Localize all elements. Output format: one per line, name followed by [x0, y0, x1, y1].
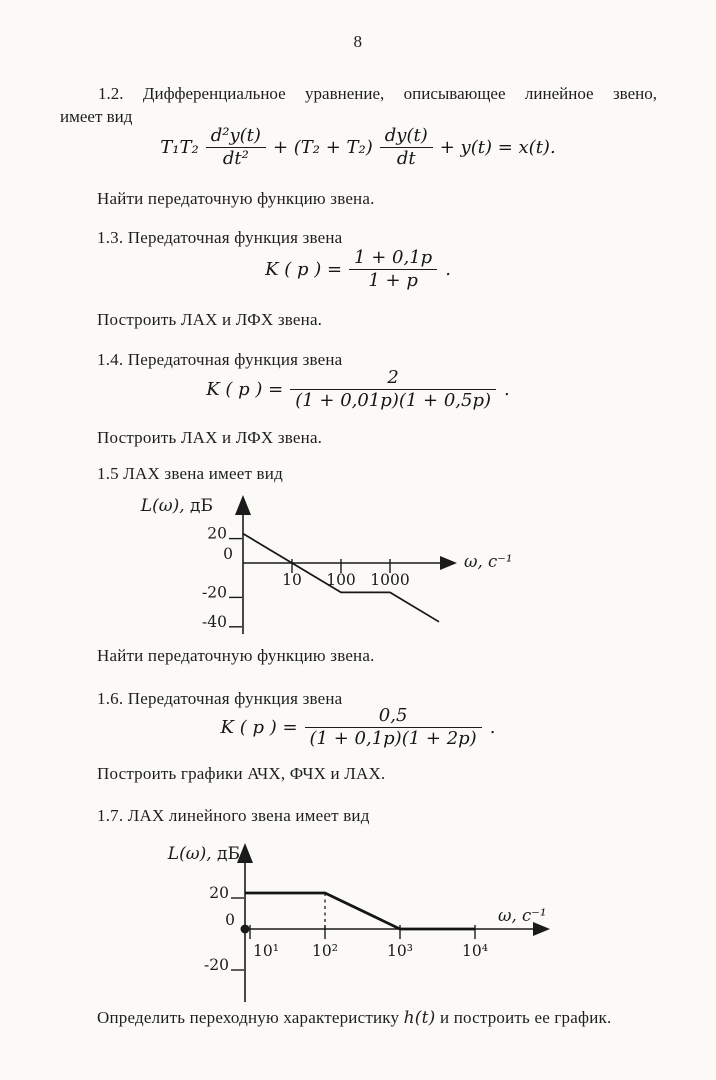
eq-1-6-lhs: K ( p ) =: [220, 717, 298, 739]
heading-1-2-line1: 1.2. Дифференциальное уравнение, описывающее линейное звено,: [98, 84, 657, 103]
y-axis-title: L(ω), дБ: [140, 496, 213, 516]
heading-1-6: 1.6. Передаточная функция звена: [97, 689, 343, 708]
equation-1-3: [0, 248, 716, 291]
heading-1-3: 1.3. Передаточная функция звена: [97, 228, 343, 247]
eq-1-2-frac2-den: dt: [396, 148, 416, 170]
lax-curve: [245, 893, 475, 929]
eq-1-3-lhs: K ( p ) =: [265, 259, 343, 281]
eq-1-2-frac1: [206, 126, 266, 169]
eq-1-4-num: 2: [387, 367, 399, 388]
equation-1-2: [0, 126, 716, 169]
y-tick-label: 20: [207, 524, 227, 543]
y-tick-label: 0: [223, 545, 233, 563]
page-number: 8: [353, 32, 363, 51]
task-1-3: Построить ЛАХ и ЛФХ звена.: [97, 310, 323, 329]
x-tick-label: 10⁴: [462, 942, 488, 960]
eq-1-4-period: .: [504, 379, 510, 401]
eq-1-4-frac: [290, 368, 496, 411]
eq-1-3-num: 1 + 0,1p: [354, 247, 433, 268]
origin-dot: [241, 925, 250, 934]
y-axis-arrow: [235, 495, 251, 515]
task-1-7-post: и построить ее график.: [435, 1008, 612, 1027]
x-tick-label: 10: [282, 571, 302, 589]
section-1-2-heading: [60, 82, 657, 128]
y-tick-label: 20: [209, 884, 229, 902]
task-1-2: Найти передаточную функцию звена.: [97, 189, 375, 208]
eq-1-2-frac2-num: dy(t): [384, 125, 428, 146]
heading-1-5: 1.5 ЛАХ звена имеет вид: [97, 464, 283, 483]
eq-1-6-num: 0,5: [378, 705, 408, 726]
equation-1-6: [0, 706, 716, 749]
x-tick-label: 1000: [370, 571, 410, 589]
eq-1-6-period: .: [489, 717, 496, 739]
eq-1-3-frac: [349, 248, 437, 291]
lax-chart-1-7: [120, 835, 625, 1008]
equation-1-4: [0, 368, 716, 411]
x-tick-label: 10²: [312, 942, 338, 960]
y-tick-label: 0: [225, 911, 235, 929]
heading-1-4: 1.4. Передаточная функция звена: [97, 350, 343, 369]
eq-1-2-tail: + y(t) = x(t).: [439, 137, 556, 159]
eq-1-4-lhs: K ( p ) =: [206, 379, 284, 401]
eq-1-6-frac: [305, 706, 482, 749]
eq-1-2-frac1-den: dt²: [222, 148, 249, 170]
x-tick-label: 100: [326, 571, 356, 589]
x-axis-arrow: [440, 556, 457, 570]
eq-1-3-period: .: [445, 259, 451, 281]
eq-1-6-den: (1 + 0,1p)(1 + 2p): [309, 728, 477, 750]
heading-1-7: 1.7. ЛАХ линейного звена имеет вид: [97, 806, 370, 825]
task-1-4: Построить ЛАХ и ЛФХ звена.: [97, 428, 323, 447]
eq-1-2-middle: + (T₂ + T₂): [272, 137, 373, 159]
x-tick-label: 10³: [387, 942, 413, 960]
eq-1-2-frac1-num: d²y(t): [210, 125, 261, 146]
task-1-7-ht: h(t): [403, 1008, 436, 1028]
x-tick-label: 10¹: [253, 942, 279, 960]
x-axis-title: ω, c⁻¹: [464, 552, 513, 571]
y-tick-label: -20: [202, 583, 227, 602]
y-tick-label: -20: [204, 956, 229, 974]
task-1-7-pre: Определить переходную характеристику: [97, 1008, 404, 1027]
eq-1-2-frac2: [380, 126, 433, 169]
task-1-7: [97, 1008, 611, 1028]
lax-chart-1-5: [120, 488, 540, 640]
task-1-5: Найти передаточную функцию звена.: [97, 646, 375, 665]
eq-1-2-coef: T₁T₂: [160, 137, 199, 159]
task-1-6: Построить графики АЧХ, ФЧХ и ЛАХ.: [97, 764, 386, 783]
eq-1-4-den: (1 + 0,01p)(1 + 0,5p): [295, 390, 492, 412]
eq-1-3-den: 1 + p: [368, 270, 418, 292]
heading-1-2-line2: имеет вид: [60, 107, 133, 126]
y-axis-title: L(ω), дБ: [167, 844, 240, 864]
y-tick-label: -40: [202, 612, 227, 631]
x-axis-title: ω, c⁻¹: [498, 906, 547, 925]
